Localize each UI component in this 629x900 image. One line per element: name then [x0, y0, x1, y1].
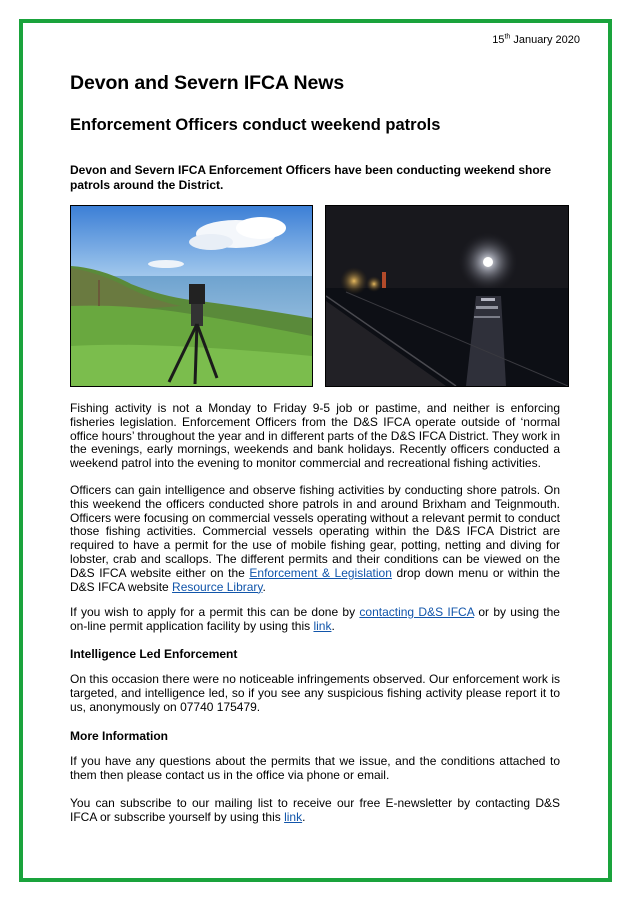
- night-patrol-photo: [325, 205, 569, 387]
- paragraph-intelligence: On this occasion there were no noticeable infringements observed. Our enforcement work is targeted, and intelligence led, so if you see any suspicious fishing activity please report it to us, anonymously on 07740 175479.: [70, 672, 560, 714]
- article-lead: Devon and Severn IFCA Enforcement Officers have been conducting weekend shore patrols around the District.: [70, 163, 552, 192]
- contacting-dsifca-link[interactable]: contacting D&S IFCA: [359, 605, 475, 619]
- intelligence-heading: Intelligence Led Enforcement: [70, 647, 238, 661]
- resource-library-link[interactable]: Resource Library: [172, 579, 263, 594]
- enforcement-legislation-link[interactable]: Enforcement & Legislation: [249, 565, 392, 580]
- daytime-patrol-photo: [70, 205, 313, 387]
- permit-application-link[interactable]: link: [313, 618, 332, 633]
- paragraph-fishing-activity: Fishing activity is not a Monday to Friday 9-5 job or pastime, and neither is enforcing fisheries legislation. Enforcement Officers from the D&S IFCA operate outside of ‘normal office hours’ throughout the year and in different parts of the D&S IFCA District. They work in the evenings, early mornings, weekends and bank holidays. Recently officers conducted a weekend patrol into the evening to monitor commercial and recreational fishing activities.: [70, 401, 560, 471]
- more-information-heading: More Information: [70, 729, 168, 743]
- paragraph-subscribe: You can subscribe to our mailing list to receive our free E-newsletter by contacting D&S IFCA or subscribe yourself by using this link.: [70, 796, 560, 824]
- article-title: Enforcement Officers conduct weekend patrols: [70, 116, 441, 134]
- paragraph-contact: If you have any questions about the permits that we issue, and the conditions attached to them then please contact us in the office via phone or email.: [70, 754, 560, 782]
- paragraph-shore-patrols: Officers can gain intelligence and observe fishing activities by conducting shore patrols. On this weekend the officers conducted shore patrols in and around Brixham and Teignmouth. Officers were focusing on commercial vessels operating without a relevant permit to conduct those fishing activities. Commercial vessels operating within the D&S IFCA District are required to have a permit for the use of mobile fishing gear, potting, netting and diving for lobster, crab and scallops. The different permits and their conditions can be viewed on the D&S IFCA website either on the Enforcement & Legislation drop down menu or within the D&S IFCA website Resource Library.: [70, 483, 560, 594]
- paragraph-apply-permit: If you wish to apply for a permit this can be done by contacting D&S IFCA or by using the on-line permit application facility by using this link.: [70, 605, 560, 633]
- subscribe-link[interactable]: link: [284, 809, 303, 824]
- issue-date: 15th January 2020: [492, 33, 580, 46]
- newsletter-title: Devon and Severn IFCA News: [70, 72, 345, 94]
